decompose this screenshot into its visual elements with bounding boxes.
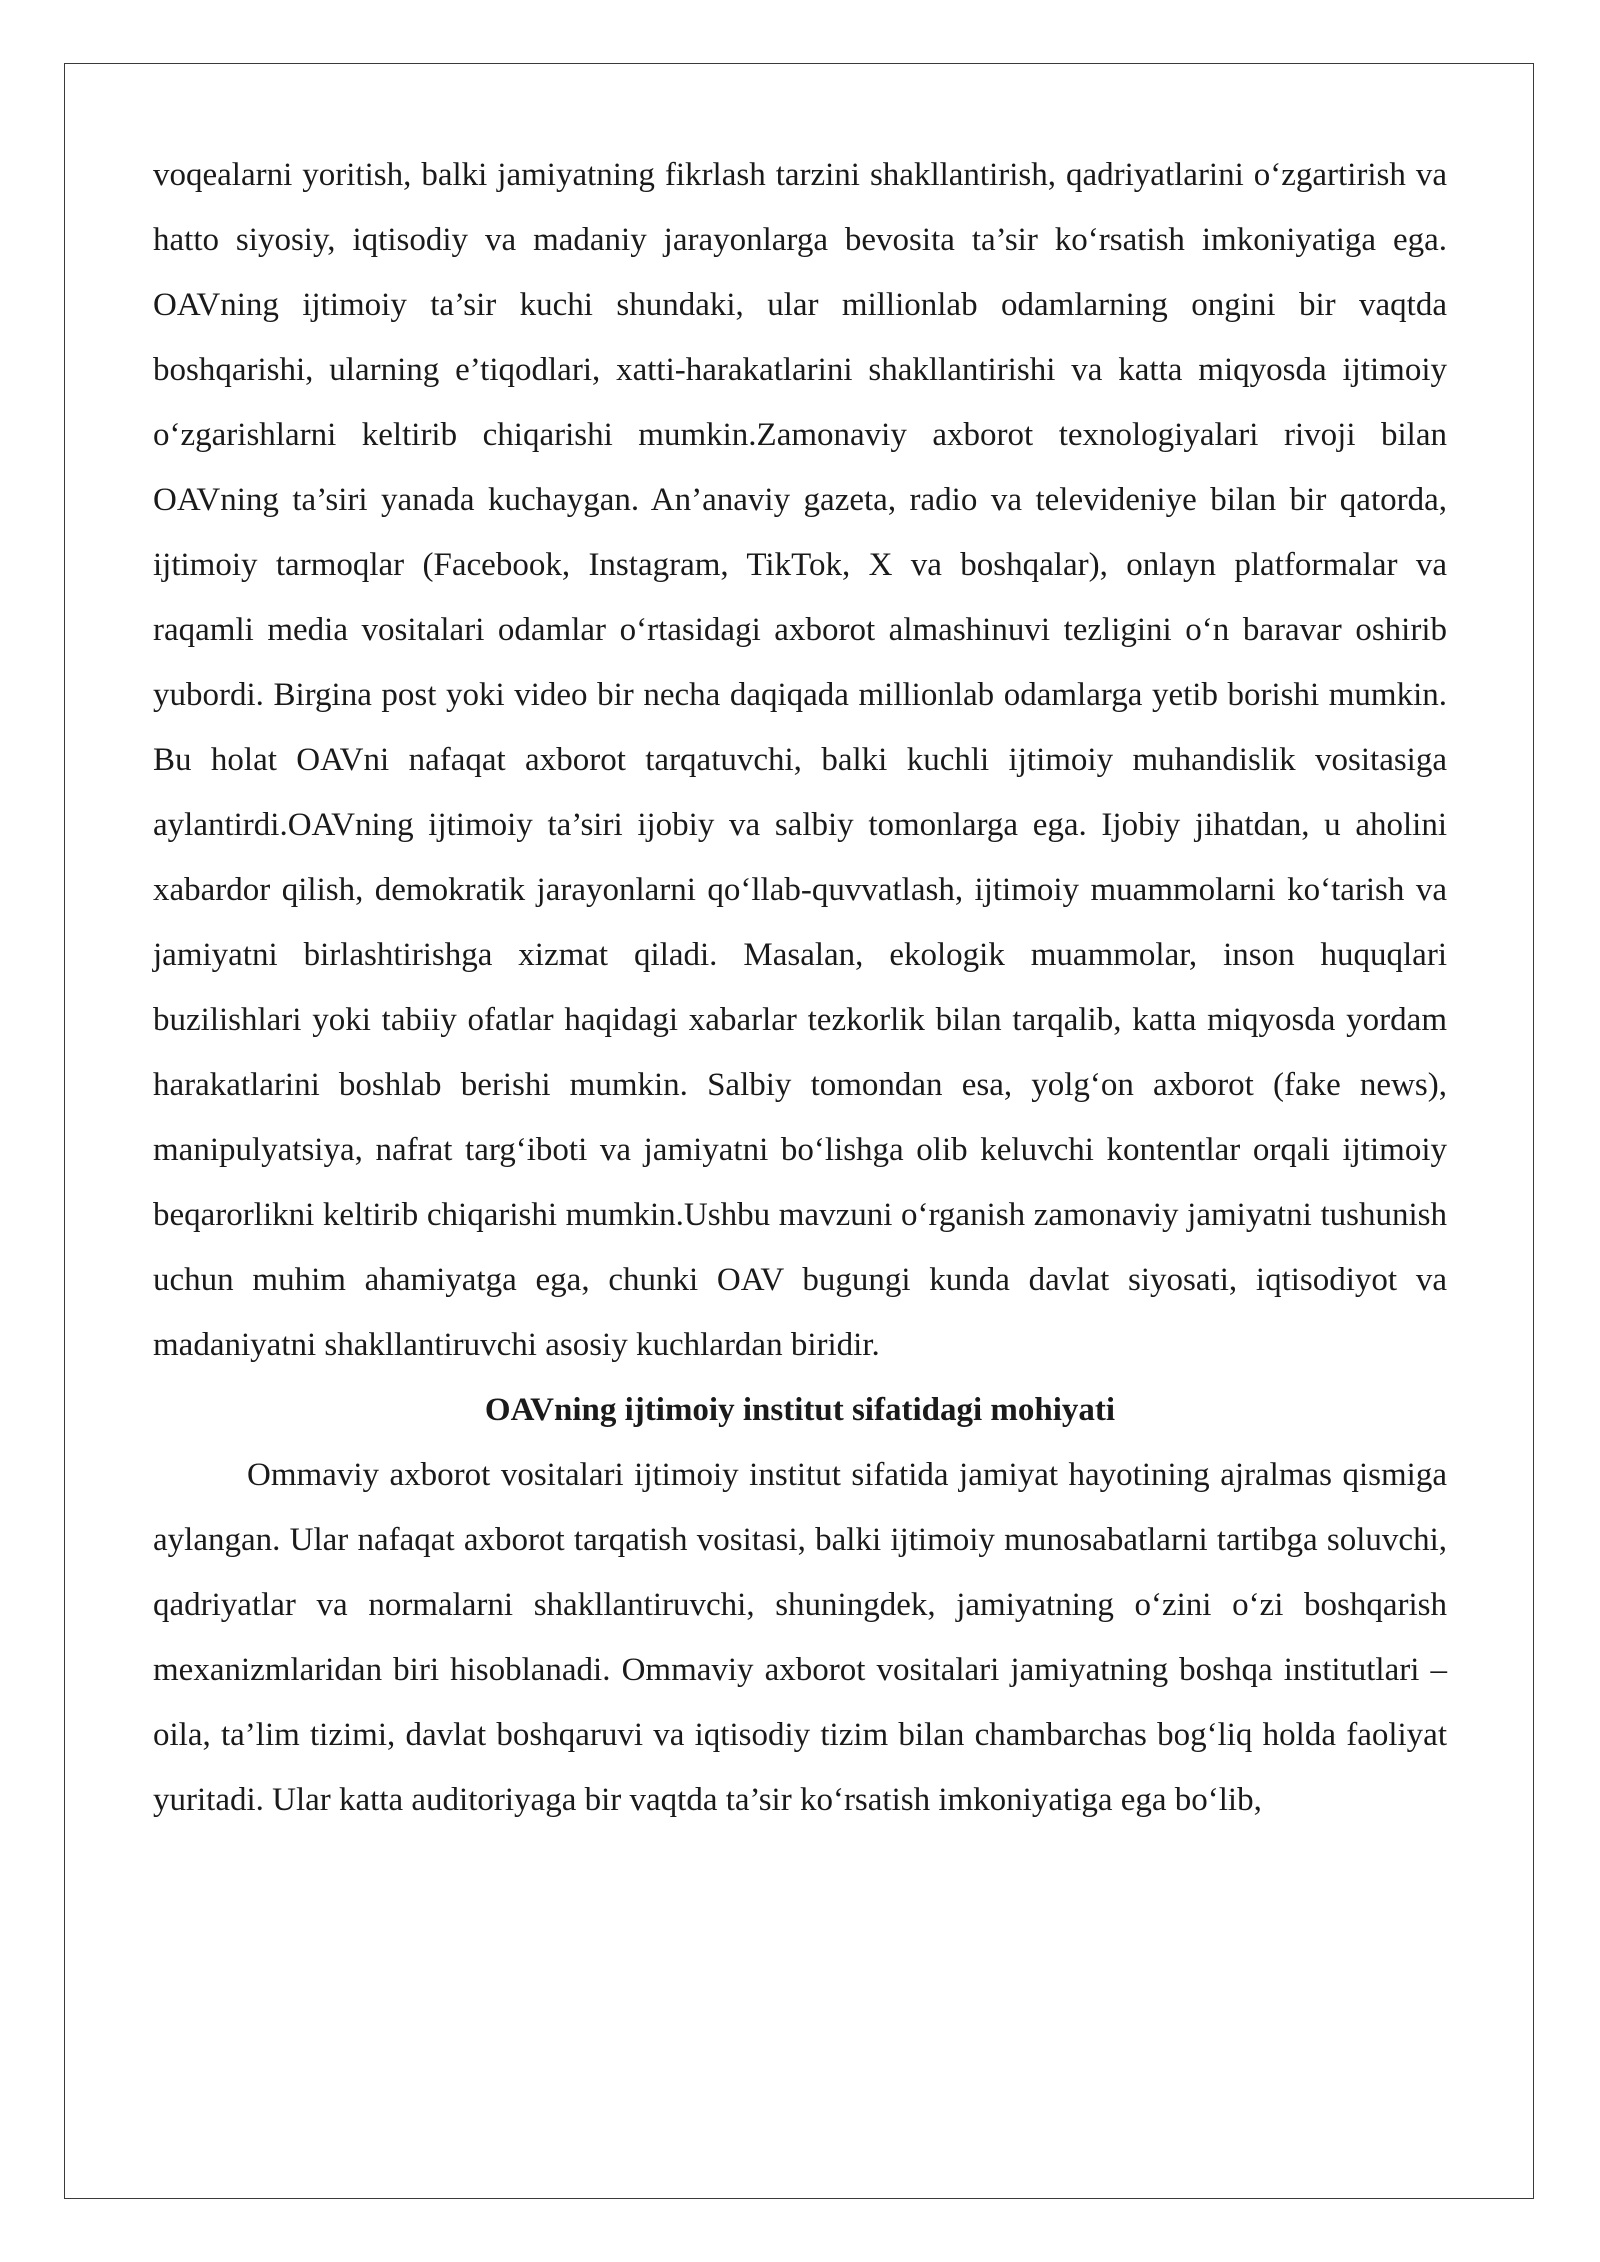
body-paragraph: Ommaviy axborot vositalari ijtimoiy institut sifatida jamiyat hayotining ajralmas qismiga aylangan. Ular nafaqat axborot tarqatish vositasi, balki ijtimoiy munosabatlarni tartibga soluvchi, qadriyatlar va normalarni shakllantiruvchi, shuningdek, jamiyatning o‘zini o‘zi boshqarish mexanizmlaridan biri hisoblanadi. Ommaviy axborot vositalari jamiyatning boshqa institutlari – oila, ta’lim tizimi, davlat boshqaruvi va iqtisodiy tizim bilan chambarchas bog‘liq holda faoliyat yuritadi. Ular katta auditoriyaga bir vaqtda ta’sir ko‘rsatish imkoniyatiga ega bo‘lib,	[153, 1457, 1447, 1818]
body-paragraph: voqealarni yoritish, balki jamiyatning fikrlash tarzini shakllantirish, qadriyatlarini o‘zgartirish va hatto siyosiy, iqtisodiy va madaniy jarayonlarga bevosita ta’sir ko‘rsatish imkoniyatiga ega. OAVning ijtimoiy ta’sir kuchi shundaki, ular millionlab odamlarning ongini bir vaqtda boshqarishi, ularning e’tiqodlari, xatti-harakatlarini shakllantirishi va katta miqyosda ijtimoiy o‘zgarishlarni keltirib chiqarishi mumkin.Zamonaviy axborot texnologiyalari rivoji bilan OAVning ta’siri yanada kuchaygan. An’anaviy gazeta, radio va televideniye bilan bir qatorda, ijtimoiy tarmoqlar (Facebook, Instagram, TikTok, X va boshqalar), onlayn platformalar va raqamli media vositalari odamlar o‘rtasidagi axborot almashinuvi tezligini o‘n baravar oshirib yubordi. Birgina post yoki video bir necha daqiqada millionlab odamlarga yetib borishi mumkin. Bu holat OAVni nafaqat axborot tarqatuvchi, balki kuchli ijtimoiy muhandislik vositasiga aylantirdi.OAVning ijtimoiy ta’siri ijobiy va salbiy tomonlarga ega. Ijobiy jihatdan, u aholini xabardor qilish, demokratik jarayonlarni qo‘llab-quvvatlash, ijtimoiy muammolarni ko‘tarish va jamiyatni birlashtirishga xizmat qiladi. Masalan, ekologik muammolar, inson huquqlari buzilishlari yoki tabiiy ofatlar haqidagi xabarlar tezkorlik bilan tarqalib, katta miqyosda yordam harakatlarini boshlab berishi mumkin. Salbiy tomondan esa, yolg‘on axborot (fake news), manipulyatsiya, nafrat targ‘iboti va jamiyatni bo‘lishga olib keluvchi kontentlar orqali ijtimoiy beqarorlikni keltirib chiqarishi mumkin.Ushbu mavzuni o‘rganish zamonaviy jamiyatni tushunish uchun muhim ahamiyatga ega, chunki OAV bugungi kunda davlat siyosati, iqtisodiyot va madaniyatni shakllantiruvchi asosiy kuchlardan biridir.	[153, 157, 1447, 1363]
section-heading: OAVning ijtimoiy institut sifatidagi mohiyati	[484, 1392, 1116, 1428]
document-body	[153, 143, 1447, 1833]
